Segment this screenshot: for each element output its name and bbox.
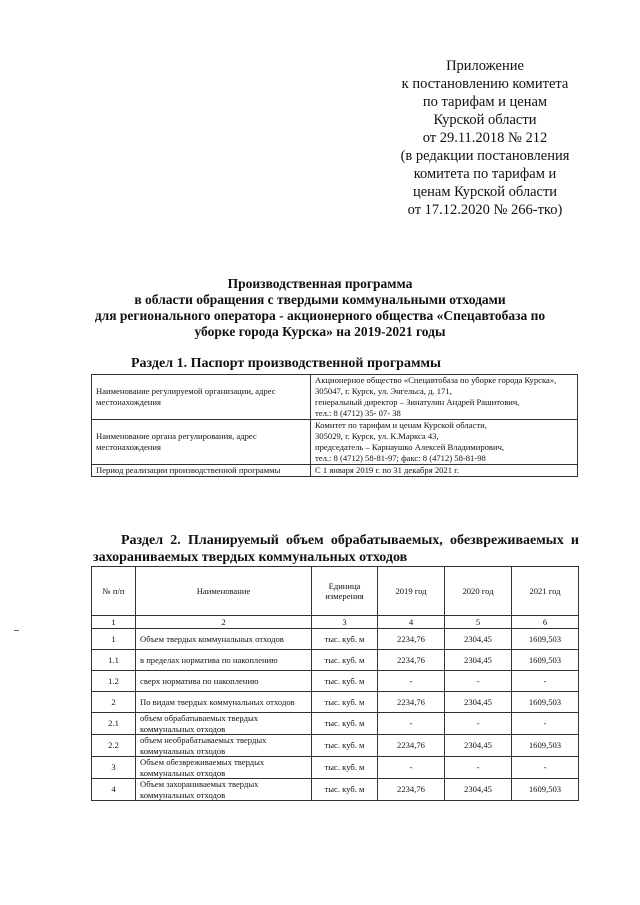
appendix-line: Приложение (446, 58, 524, 74)
passport-table (91, 374, 578, 477)
passport-row-regulator (92, 420, 578, 465)
table-row (92, 650, 579, 671)
passport-value-line: 305047, г. Курск, ул. Энгельса, д. 171, (315, 386, 452, 396)
row-2021: - (512, 757, 579, 779)
section2-heading-line: Раздел 2. Планируемый объем обрабатываемых, обезвреживаемых и (121, 533, 579, 548)
section2-heading-line: захораниваемых твердых коммунальных отходов (93, 550, 408, 565)
passport-value (311, 375, 578, 420)
section1-heading: Раздел 1. Паспорт производственной программы (131, 356, 441, 371)
passport-value-line: Акционерное общество «Спецавтобаза по уборке города Курска», (315, 375, 557, 385)
row-2021: - (512, 671, 579, 692)
row-name: объем необрабатываемых твердых коммунальных отходов (136, 735, 312, 757)
row-num: 2.1 (92, 713, 136, 735)
header-unit: Единица измерения (312, 567, 378, 616)
appendix-line: от 29.11.2018 № 212 (422, 130, 548, 146)
row-2019: 2234,76 (378, 735, 445, 757)
table-row (92, 713, 579, 735)
row-2020: - (445, 757, 512, 779)
row-num: 4 (92, 779, 136, 801)
title-line: в области обращения с твердыми коммунальными отходами (134, 292, 506, 307)
table-row (92, 671, 579, 692)
column-number: 6 (512, 616, 579, 629)
header-name: Наименование (136, 567, 312, 616)
appendix-block (380, 57, 590, 219)
passport-value-line: председатель – Карнаушко Алексей Владимирович, (315, 442, 505, 452)
row-2021: 1609,503 (512, 735, 579, 757)
appendix-line: Курской области (433, 112, 537, 128)
row-name: Объем обезвреживаемых твердых коммунальных отходов (136, 757, 312, 779)
row-num: 3 (92, 757, 136, 779)
row-2020: 2304,45 (445, 692, 512, 713)
row-2019: - (378, 671, 445, 692)
passport-label: Наименование органа регулирования, адрес местонахождения (92, 420, 311, 465)
row-unit: тыс. куб. м (312, 692, 378, 713)
row-2020: 2304,45 (445, 650, 512, 671)
passport-value-line: С 1 января 2019 г. по 31 декабря 2021 г. (315, 465, 459, 475)
passport-label: Период реализации производственной программы (92, 465, 311, 477)
column-number: 1 (92, 616, 136, 629)
row-2020: - (445, 671, 512, 692)
appendix-line: к постановлению комитета (401, 76, 569, 92)
row-unit: тыс. куб. м (312, 671, 378, 692)
row-num: 2.2 (92, 735, 136, 757)
passport-value-line: тел.: 8 (4712) 58-81-97; факс: 8 (4712) 58-81-98 (315, 453, 486, 463)
volumes-header-row (92, 567, 579, 616)
row-2019: 2234,76 (378, 692, 445, 713)
table-row (92, 629, 579, 650)
passport-label: Наименование регулируемой организации, адрес местонахождения (92, 375, 311, 420)
passport-value-line: Комитет по тарифам и ценам Курской области, (315, 420, 487, 430)
passport-value-line: тел.: 8 (4712) 35- 07- 38 (315, 408, 401, 418)
row-name: сверх норматива по накоплению (136, 671, 312, 692)
row-num: 1 (92, 629, 136, 650)
table-row (92, 692, 579, 713)
title-line: уборке города Курска» на 2019-2021 годы (194, 324, 446, 339)
row-2021: 1609,503 (512, 779, 579, 801)
passport-row-organization (92, 375, 578, 420)
row-name: объем обрабатываемых твердых коммунальных отходов (136, 713, 312, 735)
passport-value-line: генеральный директор – Зинатулин Андрей Рашитович, (315, 397, 520, 407)
row-2020: - (445, 713, 512, 735)
row-unit: тыс. куб. м (312, 735, 378, 757)
row-2021: 1609,503 (512, 629, 579, 650)
column-number-row (92, 616, 579, 629)
row-2020: 2304,45 (445, 735, 512, 757)
row-name: Объем захораниваемых твердых коммунальных отходов (136, 779, 312, 801)
row-2019: 2234,76 (378, 779, 445, 801)
appendix-line: ценам Курской области (412, 184, 558, 200)
appendix-line: (в редакции постановления (400, 148, 570, 164)
passport-value-line: 305029, г. Курск, ул. К.Маркса 43, (315, 431, 439, 441)
row-unit: тыс. куб. м (312, 757, 378, 779)
row-2020: 2304,45 (445, 629, 512, 650)
row-unit: тыс. куб. м (312, 779, 378, 801)
section2-heading (93, 532, 579, 566)
row-num: 2 (92, 692, 136, 713)
row-unit: тыс. куб. м (312, 713, 378, 735)
row-2021: 1609,503 (512, 692, 579, 713)
title-line: Производственная программа (227, 276, 413, 291)
column-number: 5 (445, 616, 512, 629)
header-2020: 2020 год (445, 567, 512, 616)
header-2021: 2021 год (512, 567, 579, 616)
header-num: № п/п (92, 567, 136, 616)
row-2019: - (378, 757, 445, 779)
appendix-line: от 17.12.2020 № 266-тко) (407, 202, 563, 218)
volumes-table (91, 566, 579, 801)
row-2021: - (512, 713, 579, 735)
row-unit: тыс. куб. м (312, 629, 378, 650)
appendix-line: по тарифам и ценам (422, 94, 548, 110)
row-num: 1.2 (92, 671, 136, 692)
row-2021: 1609,503 (512, 650, 579, 671)
margin-mark (14, 630, 19, 631)
row-2019: - (378, 713, 445, 735)
appendix-line: комитета по тарифам и (413, 166, 557, 182)
title-line: для регионального оператора - акционерного общества «Спецавтобаза по (94, 308, 546, 323)
column-number: 4 (378, 616, 445, 629)
passport-value (311, 465, 578, 477)
table-row (92, 735, 579, 757)
row-num: 1.1 (92, 650, 136, 671)
row-name: Объем твердых коммунальных отходов (136, 629, 312, 650)
column-number: 3 (312, 616, 378, 629)
row-unit: тыс. куб. м (312, 650, 378, 671)
row-2020: 2304,45 (445, 779, 512, 801)
header-2019: 2019 год (378, 567, 445, 616)
table-row (92, 779, 579, 801)
column-number: 2 (136, 616, 312, 629)
row-name: в пределах норматива по накоплению (136, 650, 312, 671)
document-title (80, 276, 560, 340)
passport-value (311, 420, 578, 465)
table-row (92, 757, 579, 779)
row-2019: 2234,76 (378, 650, 445, 671)
row-2019: 2234,76 (378, 629, 445, 650)
passport-row-period (92, 465, 578, 477)
row-name: По видам твердых коммунальных отходов (136, 692, 312, 713)
